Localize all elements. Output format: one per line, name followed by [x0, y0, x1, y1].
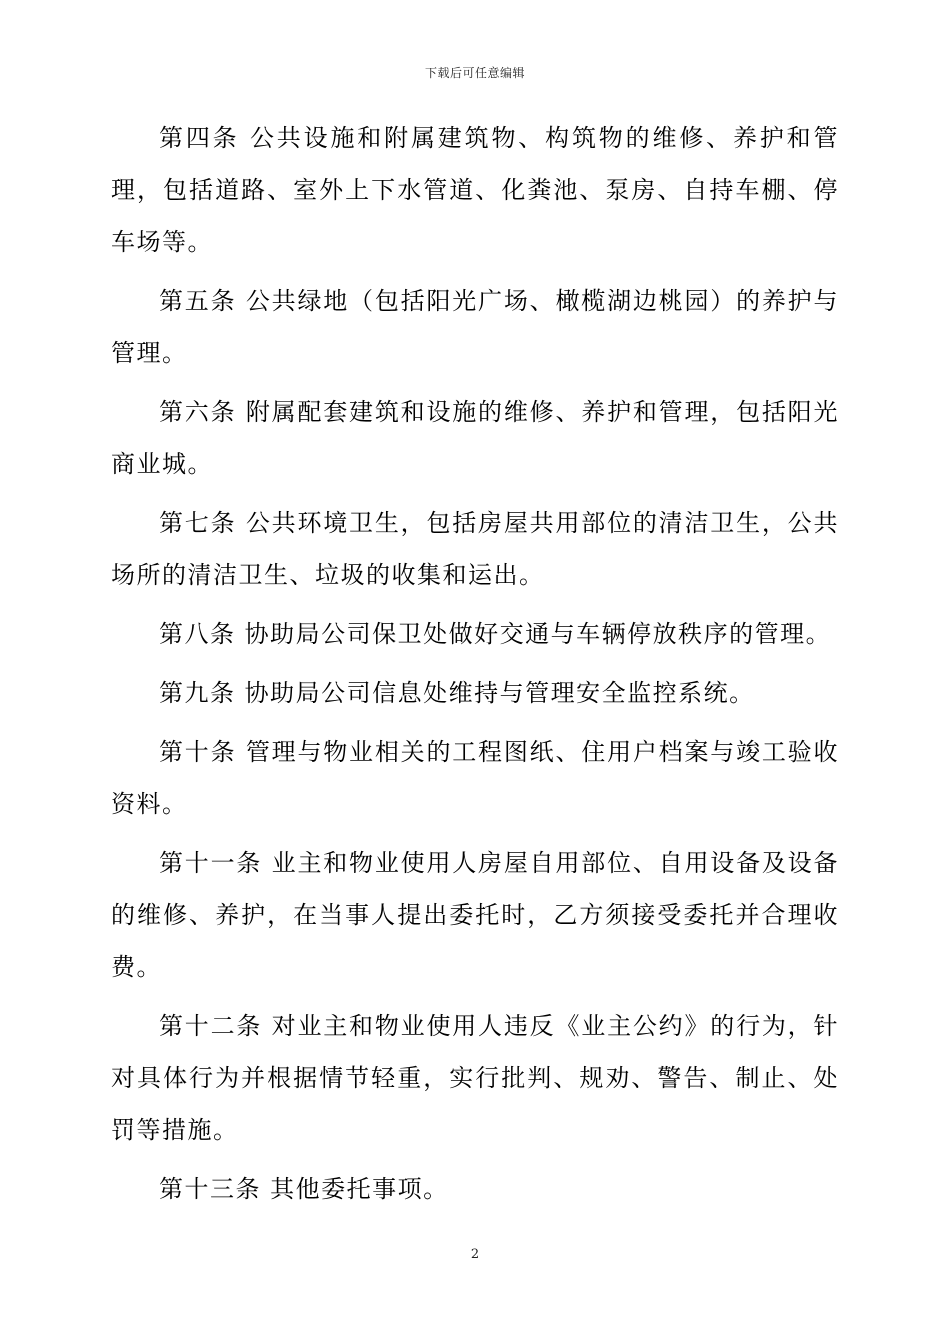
article-6-paragraph: 第六条 附属配套建筑和设施的维修、养护和管理，包括阳光商业城。: [111, 398, 839, 478]
article-11-paragraph: 第十一条 业主和物业使用人房屋自用部位、自用设备及设备的维修、养护，在当事人提出委托时，乙方须接受委托并合理收费。: [111, 849, 839, 981]
page-number: 2: [470, 1247, 480, 1262]
article-12-paragraph: 第十二条 对业主和物业使用人违反《业主公约》的行为，针对具体行为并根据情节轻重，实行批判、规劝、警告、制止、处罚等措施。: [111, 1012, 839, 1144]
article-5-paragraph: 第五条 公共绿地（包括阳光广场、橄榄湖边桃园）的养护与管理。: [111, 287, 839, 367]
page-header: 下载后可任意编辑: [424, 66, 525, 80]
article-7-paragraph: 第七条 公共环境卫生，包括房屋共用部位的清洁卫生，公共场所的清洁卫生、垃圾的收集和运出。: [111, 509, 839, 589]
article-8-paragraph: 第八条 协助局公司保卫处做好交通与车辆停放秩序的管理。: [159, 620, 832, 648]
article-9-paragraph: 第九条 协助局公司信息处维持与管理安全监控系统。: [159, 679, 755, 707]
document-body: [111, 112, 839, 1215]
article-10-paragraph: 第十条 管理与物业相关的工程图纸、住用户档案与竣工验收资料。: [111, 738, 839, 818]
article-13-paragraph: 第十三条 其他委托事项。: [159, 1175, 449, 1203]
article-4-paragraph: 第四条 公共设施和附属建筑物、构筑物的维修、养护和管理，包括道路、室外上下水管道、化粪池、泵房、自持车棚、停车场等。: [111, 124, 839, 256]
